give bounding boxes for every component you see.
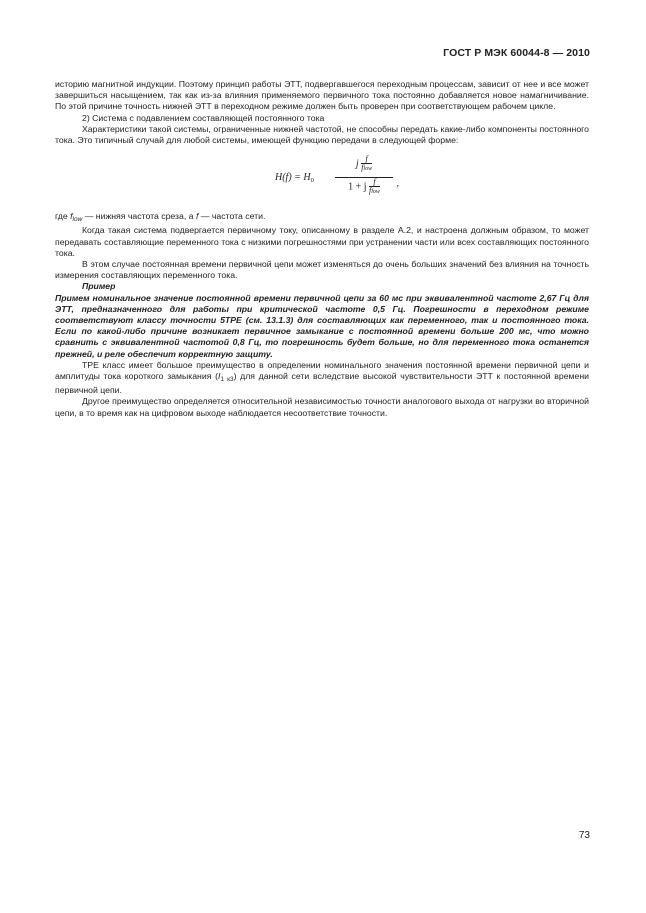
paragraph-dc-suppression-heading: 2) Система с подавлением составляющей постоянного тока [82,112,325,123]
paragraph-where-definition: где $f_{low}$ — нижняя частота среза, а f — частота сети. [55,211,266,224]
formula-lhs: $H(f) = H_0$ [275,172,314,185]
page-number: 73 [578,830,590,841]
paragraph-system-characteristics: Характеристики такой системы, ограниченные нижней частотой, не способны передать какие-либо компоненты постоянного тока. Это типичный случай для любой системы, имеющей функцию передачи в следующей форме: [55,123,589,146]
paragraph-time-constant: В этом случае постоянная времени первичной цепи может изменяться до очень больших значений без влияния на точность измерения составляющих переменного тока. [55,259,589,281]
formula-fraction [335,154,399,200]
standard-header: ГОСТ Р МЭК 60044-8 — 2010 [443,47,590,59]
document-body [55,79,589,419]
example-title: Пример [82,281,116,292]
paragraph-tpe-class: TPE класс имеет большое преимущество в определении номинального значения постоянной времени первичной цепи и амплитуды тока короткого замыкания $(I_{1 к3})$ для данной сети вследствие высокой чувствительности ЭТТ к постоянной времени первичной цепи. [55,359,589,396]
formula-numerator: j $\frac{f}{\text{flow}}$ [355,154,373,173]
paragraph-primary-current: Когда такая система подвергается первичному току, описанному в разделе А.2, и настроена должным образом, то может передавать составляющие переменного тока с низкими погрешностями при устранении части или всех составляющих постоянного тока. [55,225,589,258]
formula-denominator: 1 + j $\frac{f}{\text{flow}}$ , [335,177,393,200]
transfer-function-formula [55,155,589,203]
paragraph-another-advantage: Другое преимущество определяется относительной независимостью точности аналогового выхода от нагрузки во вторичной цепи, в то время как на цифровом выходе наблюдается несоответствие точности. [55,396,589,418]
example-text: Примем номинальное значение постоянной времени первичной цепи за 60 мс при эквивалентной частоте 2,67 Гц для ЭТТ, предназначенного для работы при критической частоте 0,5 Гц. Погрешности в переходном режиме соответствуют классу точности 5TPE (см. 13.1.3) для составляющих как переменного, так и постоянного тока. Если по какой-либо причине возникает первичное замыкание с постоянной времени больше 200 мс, что можно сравнить с эквивалентной частотой 0,8 Гц, то погрешность будет больше, но для переменного тока останется прежней, и реле обеспечит корректную защиту. [55,292,589,359]
paragraph-magnetic-history: историю магнитной индукции. Поэтому принцип работы ЭТТ, подвергавшегося переходным процессам, зависит от нее и все может завершиться насыщением, так как из-за влияния применяемого первичного тока постоянно добавляется новое намагничивание. По этой причине точность нижней ЭТТ в переходном режиме должен быть проверен при соответствующем рабочем цикле. [55,79,589,112]
